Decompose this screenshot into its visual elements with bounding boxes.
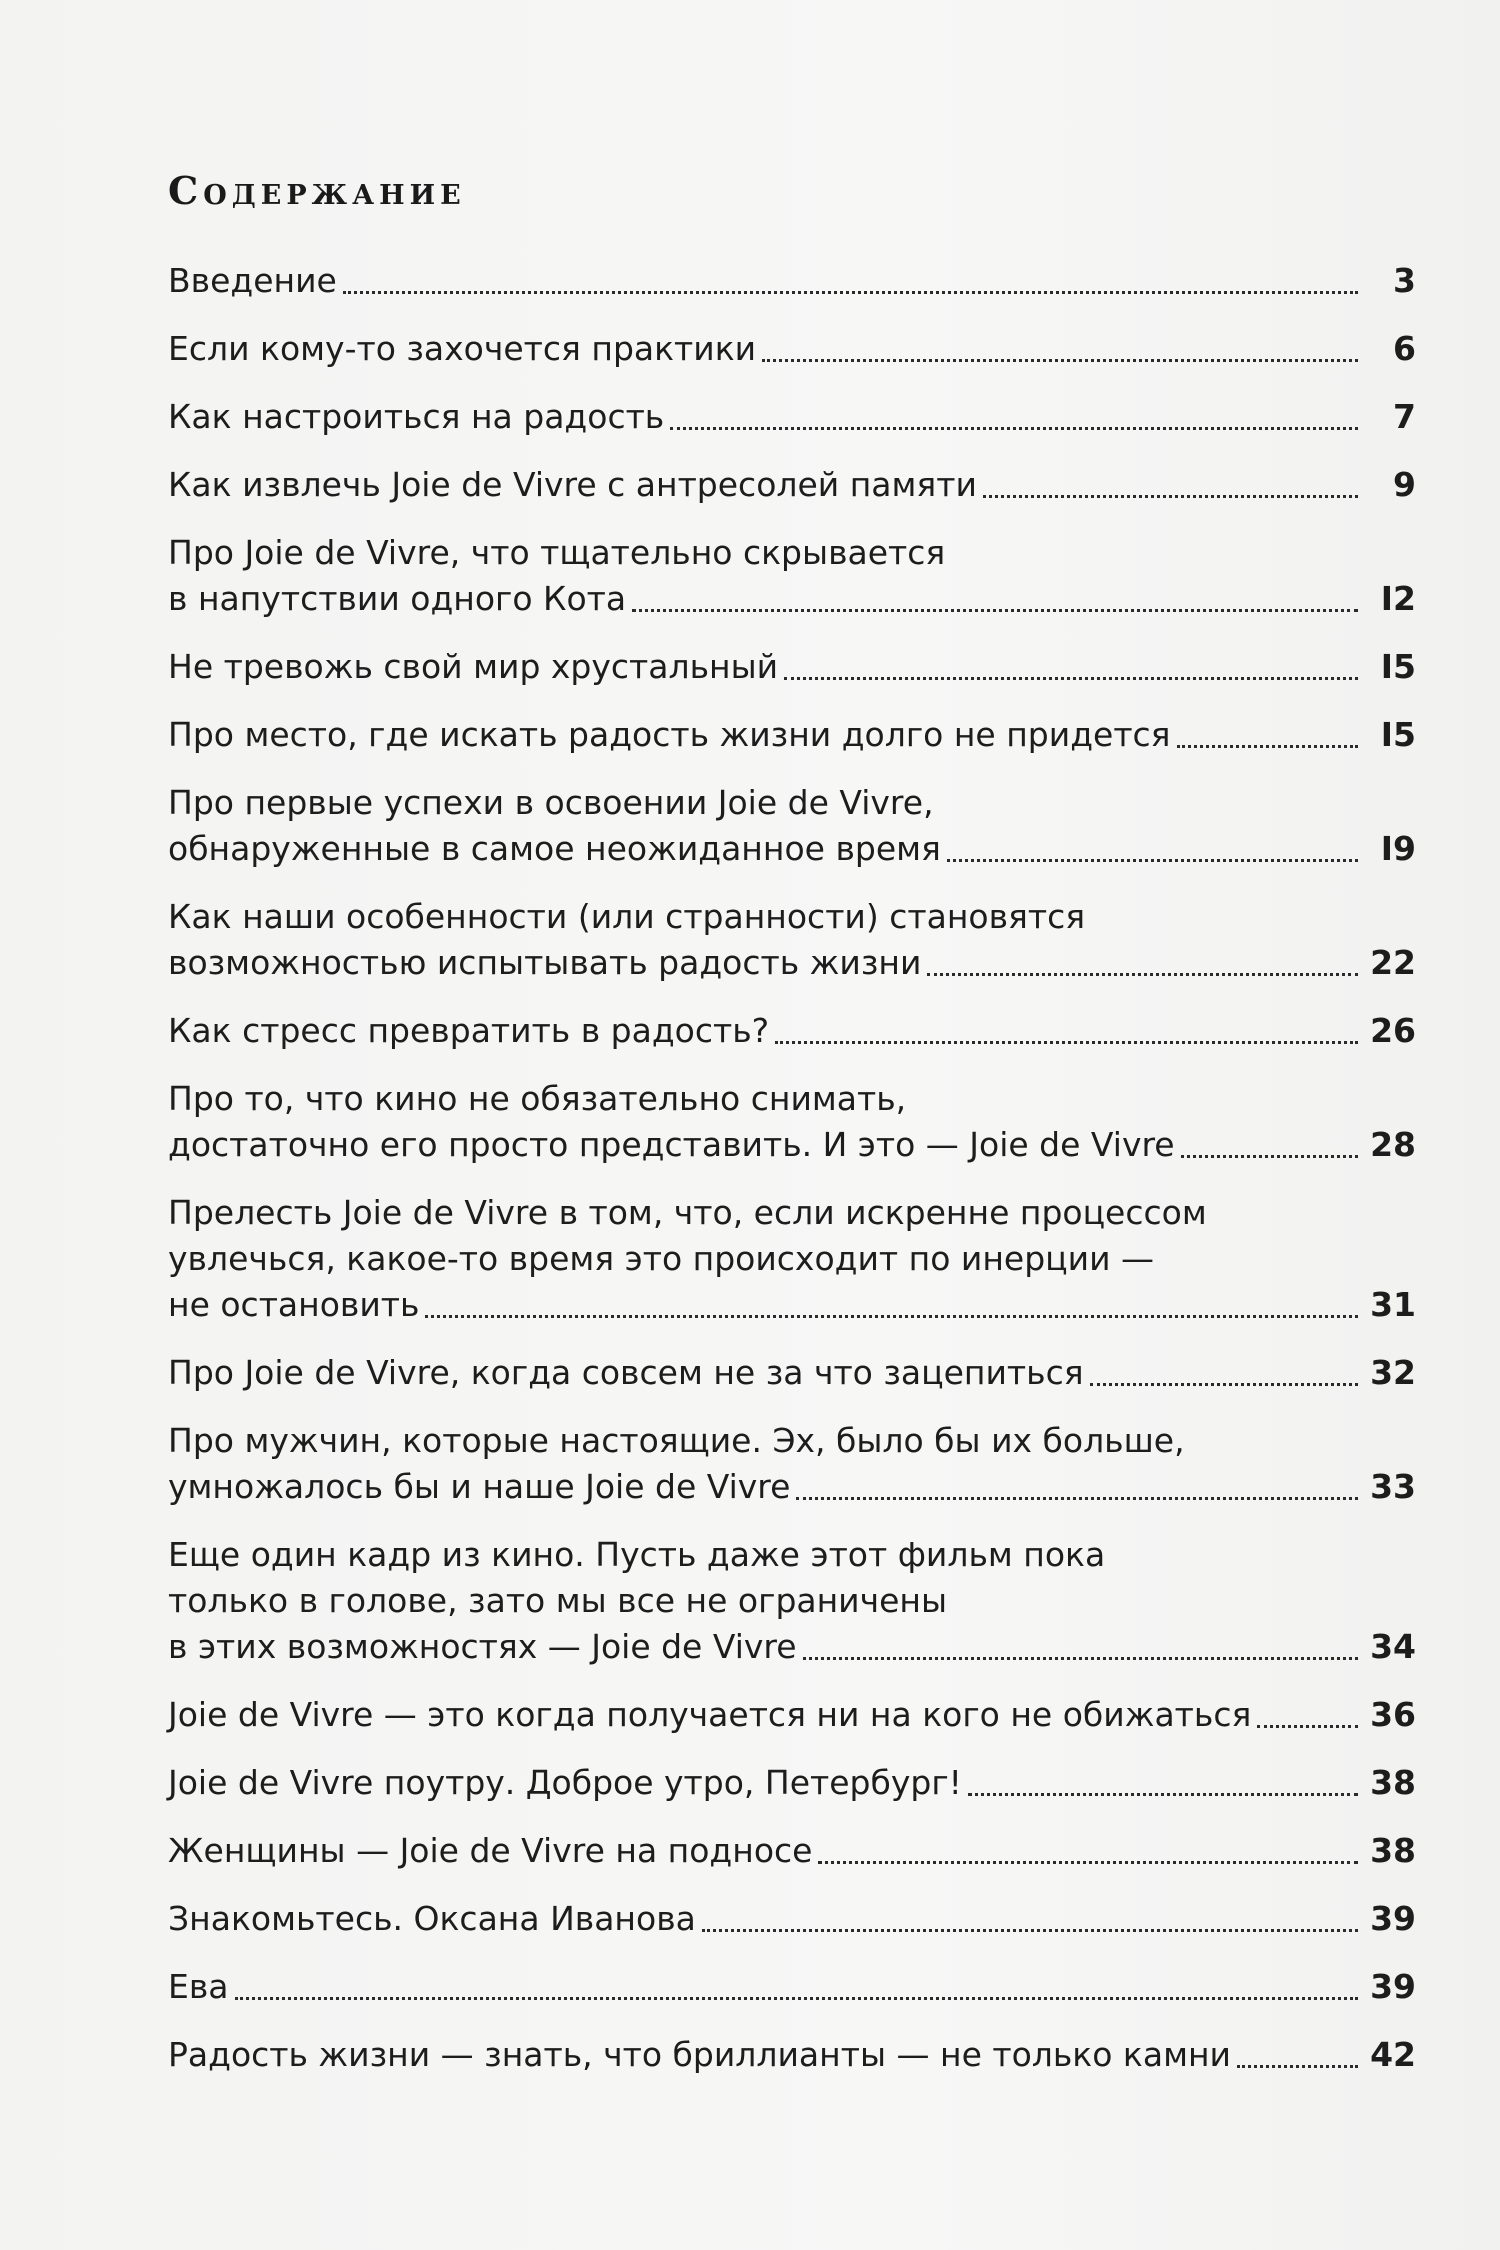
toc-entry-title-line: увлечься, какое-то время это происходит по инерции — [168, 1239, 1155, 1278]
toc-entry[interactable] [168, 326, 1416, 372]
dot-leader [670, 427, 1358, 430]
toc-entry-title-line: Про Joie de Vivre, что тщательно скрывается [168, 533, 946, 572]
toc-entry-title-line: обнаруженные в самое неожиданное время [168, 829, 941, 868]
toc-page-number: 31 [1370, 1285, 1416, 1324]
toc-entry[interactable] [168, 1692, 1416, 1738]
toc-entry-title-line: Не тревожь свой мир хрустальный [168, 647, 779, 686]
toc-entry-title-line: Про мужчин, которые настоящие. Эх, было бы их больше, [168, 1421, 1185, 1460]
toc-page-number: 38 [1370, 1831, 1416, 1870]
toc-entry-title-line: возможностью испытывать радость жизни [168, 943, 922, 982]
toc-entry-row [168, 1896, 1416, 1942]
dot-leader [235, 1997, 1358, 2000]
toc-page-number: 7 [1393, 397, 1416, 436]
toc-page-number: I2 [1380, 579, 1416, 618]
toc-page-number: 28 [1370, 1125, 1416, 1164]
toc-entry-title-line: Как извлечь Joie de Vivre с антресолей памяти [168, 465, 977, 504]
dot-leader [818, 1861, 1358, 1864]
toc-entry[interactable] [168, 394, 1416, 440]
toc-entry[interactable] [168, 644, 1416, 690]
toc-entry-row [168, 1964, 1416, 2010]
toc-page-number: 33 [1370, 1467, 1416, 1506]
toc-entry-title-line: не остановить [168, 1285, 420, 1324]
toc-page-number: 6 [1393, 329, 1416, 368]
toc-page-number: I5 [1380, 647, 1416, 686]
dot-leader [784, 677, 1358, 680]
toc-entry-title-line: Если кому-то захочется практики [168, 329, 757, 368]
toc-entry-title-line: Про Joie de Vivre, когда совсем не за что зацепиться [168, 1353, 1084, 1392]
toc-entry[interactable] [168, 1828, 1416, 1874]
toc-entry-row [168, 1122, 1416, 1168]
toc-page-number: 39 [1370, 1899, 1416, 1938]
toc-entry-title-line: Знакомьтесь. Оксана Иванова [168, 1899, 696, 1938]
dot-leader [983, 495, 1358, 498]
toc-entry[interactable] [168, 1076, 1416, 1168]
toc-entry[interactable] [168, 1190, 1416, 1328]
toc-entry-row [168, 1464, 1416, 1510]
dot-leader [1257, 1725, 1358, 1728]
toc-page-number: 22 [1370, 943, 1416, 982]
toc-heading: Содержание [168, 168, 466, 213]
toc-entry-title-line: достаточно его просто представить. И это — Joie de Vivre [168, 1125, 1175, 1164]
dot-leader [632, 609, 1358, 612]
dot-leader [803, 1657, 1358, 1660]
toc-entry[interactable] [168, 1008, 1416, 1054]
toc-page-number: I5 [1380, 715, 1416, 754]
toc-entry[interactable] [168, 530, 1416, 622]
toc-entry[interactable] [168, 1896, 1416, 1942]
dot-leader [796, 1497, 1358, 1500]
toc-entry-title-line: в напутствии одного Кота [168, 579, 627, 618]
dot-leader [968, 1793, 1358, 1796]
toc-entry-row [168, 258, 1416, 304]
toc-entry-title-line: Как настроиться на радость [168, 397, 665, 436]
toc-entry[interactable] [168, 712, 1416, 758]
toc-entry-title-line: Joie de Vivre — это когда получается ни на кого не обижаться [168, 1695, 1252, 1734]
toc-page-number: I9 [1380, 829, 1416, 868]
toc-entry[interactable] [168, 2032, 1416, 2078]
dot-leader [425, 1315, 1358, 1318]
dot-leader [947, 859, 1358, 862]
toc-entry[interactable] [168, 1350, 1416, 1396]
toc-entry-row [168, 1692, 1416, 1738]
dot-leader [702, 1929, 1358, 1932]
toc-entry-row [168, 940, 1416, 986]
toc-entry-row [168, 1624, 1416, 1670]
toc-entry[interactable] [168, 1532, 1416, 1670]
toc-page-number: 3 [1393, 261, 1416, 300]
toc-entry-title-line: Про место, где искать радость жизни долго не придется [168, 715, 1171, 754]
toc-page-number: 34 [1370, 1627, 1416, 1666]
toc-entry-title-line: в этих возможностях — Joie de Vivre [168, 1627, 797, 1666]
toc-entry-title-line: Радость жизни — знать, что бриллианты — не только камни [168, 2035, 1231, 2074]
toc-entry-row [168, 1760, 1416, 1806]
toc-entry-title-line: только в голове, зато мы все не ограничены [168, 1581, 948, 1620]
toc-entry-row [168, 1282, 1416, 1328]
toc-entry-row [168, 1828, 1416, 1874]
toc-entry-row [168, 394, 1416, 440]
toc-page-number: 39 [1370, 1967, 1416, 2006]
dot-leader [762, 359, 1358, 362]
toc-entry[interactable] [168, 1964, 1416, 2010]
dot-leader [1177, 745, 1358, 748]
toc-entry[interactable] [168, 462, 1416, 508]
toc-entry-title-line: Введение [168, 261, 337, 300]
dot-leader [1181, 1155, 1358, 1158]
toc-entry-title-line: Ева [168, 1967, 229, 2006]
toc-page-number: 9 [1393, 465, 1416, 504]
toc-entry-title-line: Прелесть Joie de Vivre в том, что, если искренне процессом [168, 1193, 1207, 1232]
table-of-contents [168, 258, 1416, 2078]
toc-entry-row [168, 1008, 1416, 1054]
toc-entry[interactable] [168, 894, 1416, 986]
toc-entry-title-line: Про то, что кино не обязательно снимать, [168, 1079, 907, 1118]
toc-entry-row [168, 2032, 1416, 2078]
dot-leader [927, 973, 1358, 976]
toc-entry-title-line: Как наши особенности (или странности) становятся [168, 897, 1086, 936]
toc-page-number: 26 [1370, 1011, 1416, 1050]
toc-entry-title-line: умножалось бы и наше Joie de Vivre [168, 1467, 791, 1506]
dot-leader [343, 291, 1358, 294]
toc-entry[interactable] [168, 780, 1416, 872]
toc-entry-row [168, 326, 1416, 372]
toc-entry-row [168, 712, 1416, 758]
toc-entry-title-line: Про первые успехи в освоении Joie de Vivre, [168, 783, 934, 822]
toc-entry-row [168, 826, 1416, 872]
toc-entry-row [168, 644, 1416, 690]
toc-entry-title-line: Joie de Vivre поутру. Доброе утро, Петербург! [168, 1763, 962, 1802]
toc-entry-title-line: Женщины — Joie de Vivre на подносе [168, 1831, 813, 1870]
toc-entry-row [168, 1350, 1416, 1396]
toc-entry[interactable] [168, 1760, 1416, 1806]
dot-leader [1090, 1383, 1358, 1386]
toc-entry-row [168, 576, 1416, 622]
toc-entry-title-line: Еще один кадр из кино. Пусть даже этот фильм пока [168, 1535, 1106, 1574]
toc-entry[interactable] [168, 258, 1416, 304]
toc-entry-title-line: Как стресс превратить в радость? [168, 1011, 770, 1050]
toc-page-number: 36 [1370, 1695, 1416, 1734]
dot-leader [1237, 2065, 1358, 2068]
toc-page-number: 42 [1370, 2035, 1416, 2074]
toc-entry[interactable] [168, 1418, 1416, 1510]
dot-leader [775, 1041, 1358, 1044]
toc-page-number: 32 [1370, 1353, 1416, 1392]
toc-entry-row [168, 462, 1416, 508]
toc-page-number: 38 [1370, 1763, 1416, 1802]
